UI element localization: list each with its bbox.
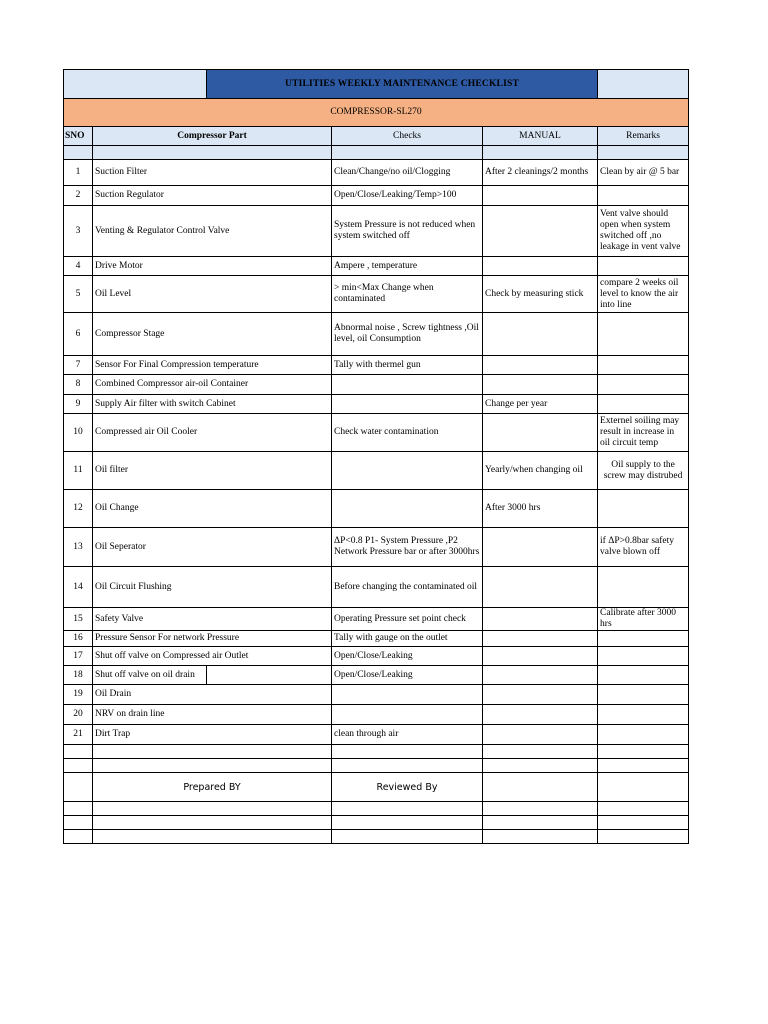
manual-cell: After 3000 hrs	[483, 490, 598, 528]
sno-cell: 15	[64, 608, 93, 631]
remarks-cell	[598, 666, 689, 685]
checks-cell: System Pressure is not reduced when system switched off	[332, 206, 483, 257]
part-cell: Venting & Regulator Control Valve	[93, 206, 332, 257]
sno-cell: 8	[64, 375, 93, 395]
table-row	[64, 647, 689, 666]
part-cell: Drive Motor	[93, 257, 332, 276]
part-cell: Dirt Trap	[93, 725, 332, 745]
remarks-cell	[598, 647, 689, 666]
sno-cell: 5	[64, 276, 93, 313]
sno-cell: 14	[64, 567, 93, 608]
part-cell: Oil Level	[93, 276, 332, 313]
manual-cell: Check by measuring stick	[483, 276, 598, 313]
empty-cell	[598, 745, 689, 759]
empty-cell	[332, 759, 483, 773]
reviewed-by-label: Reviewed By	[332, 773, 483, 802]
part-cell: Shut off valve on Compressed air Outlet	[93, 647, 332, 666]
table-row	[64, 414, 689, 452]
empty-row	[64, 816, 689, 830]
table-row	[64, 160, 689, 186]
manual-cell	[483, 186, 598, 206]
checks-cell: Ampere , temperature	[332, 257, 483, 276]
empty-cell	[483, 802, 598, 816]
empty-cell	[483, 773, 598, 802]
sno-cell: 13	[64, 528, 93, 567]
checks-cell: ΔP<0.8 P1- System Pressure ,P2 Network Pressure bar or after 3000hrs	[332, 528, 483, 567]
checks-cell	[332, 705, 483, 725]
remarks-cell	[598, 356, 689, 375]
title-row	[64, 70, 689, 99]
prepared-by-label: Prepared BY	[93, 773, 332, 802]
manual-cell	[483, 725, 598, 745]
manual-cell	[483, 375, 598, 395]
remarks-cell	[598, 395, 689, 414]
part-cell: NRV on drain line	[93, 705, 332, 725]
remarks-cell	[598, 705, 689, 725]
spacer-cell	[483, 146, 598, 160]
empty-cell	[93, 802, 332, 816]
empty-cell	[332, 816, 483, 830]
header-row	[64, 127, 689, 146]
sno-cell: 9	[64, 395, 93, 414]
table-row	[64, 666, 689, 685]
sno-cell: 4	[64, 257, 93, 276]
table-row	[64, 395, 689, 414]
part-extra-cell	[207, 666, 332, 685]
remarks-cell: compare 2 weeks oil level to know the air into line	[598, 276, 689, 313]
empty-row	[64, 745, 689, 759]
empty-cell	[93, 830, 332, 844]
manual-cell	[483, 356, 598, 375]
manual-cell	[483, 313, 598, 356]
remarks-cell: Oil supply to the screw may distrubed	[598, 452, 689, 490]
table-row	[64, 452, 689, 490]
checks-cell: Tally with gauge on the outlet	[332, 631, 483, 647]
empty-cell	[332, 745, 483, 759]
checks-cell: Open/Close/Leaking/Temp>100	[332, 186, 483, 206]
remarks-cell	[598, 375, 689, 395]
table-row	[64, 608, 689, 631]
remarks-cell: Calibrate after 3000 hrs	[598, 608, 689, 631]
sno-cell: 7	[64, 356, 93, 375]
part-cell: Suction Filter	[93, 160, 332, 186]
subtitle-row	[64, 99, 689, 127]
checks-cell: Check water contamination	[332, 414, 483, 452]
header-checks: Checks	[332, 127, 483, 146]
sno-cell: 12	[64, 490, 93, 528]
manual-cell	[483, 206, 598, 257]
header-part: Compressor Part	[93, 127, 332, 146]
remarks-cell	[598, 725, 689, 745]
checks-cell: Abnormal noise , Screw tightness ,Oil level, oil Consumption	[332, 313, 483, 356]
checks-cell: Open/Close/Leaking	[332, 647, 483, 666]
part-cell: Pressure Sensor For network Pressure	[93, 631, 332, 647]
manual-cell	[483, 608, 598, 631]
sno-cell: 2	[64, 186, 93, 206]
empty-cell	[598, 802, 689, 816]
checks-cell: Open/Close/Leaking	[332, 666, 483, 685]
empty-cell	[64, 759, 93, 773]
empty-cell	[332, 802, 483, 816]
maintenance-checklist-table	[63, 69, 689, 844]
remarks-cell	[598, 186, 689, 206]
manual-cell	[483, 666, 598, 685]
sno-cell: 1	[64, 160, 93, 186]
manual-cell	[483, 567, 598, 608]
sno-cell: 19	[64, 685, 93, 705]
table-row	[64, 313, 689, 356]
empty-cell	[93, 759, 332, 773]
checks-cell	[332, 490, 483, 528]
checklist-title: UTILITIES WEEKLY MAINTENANCE CHECKLIST	[207, 70, 598, 99]
table-row	[64, 685, 689, 705]
checks-cell	[332, 375, 483, 395]
spacer-cell	[93, 146, 332, 160]
manual-cell	[483, 528, 598, 567]
remarks-cell	[598, 567, 689, 608]
empty-cell	[483, 816, 598, 830]
spacer-cell	[332, 146, 483, 160]
sno-cell: 21	[64, 725, 93, 745]
sno-cell: 18	[64, 666, 93, 685]
empty-row	[64, 759, 689, 773]
remarks-cell	[598, 685, 689, 705]
part-cell: Combined Compressor air-oil Container	[93, 375, 332, 395]
empty-row	[64, 830, 689, 844]
sno-cell: 20	[64, 705, 93, 725]
spacer-cell	[598, 146, 689, 160]
sno-cell: 17	[64, 647, 93, 666]
manual-cell: Yearly/when changing oil	[483, 452, 598, 490]
checks-cell	[332, 452, 483, 490]
remarks-cell	[598, 490, 689, 528]
empty-cell	[64, 773, 93, 802]
part-cell: Shut off valve on oil drain	[93, 666, 207, 685]
part-cell: Oil filter	[93, 452, 332, 490]
checks-cell: Operating Pressure set point check	[332, 608, 483, 631]
empty-cell	[93, 745, 332, 759]
empty-cell	[93, 816, 332, 830]
title-right-blank	[598, 70, 689, 99]
remarks-cell: Externel soiling may result in increase in oil circuit temp	[598, 414, 689, 452]
remarks-cell	[598, 257, 689, 276]
table-row	[64, 356, 689, 375]
spacer-cell	[64, 146, 93, 160]
spacer-row	[64, 146, 689, 160]
empty-cell	[598, 773, 689, 802]
table-row	[64, 276, 689, 313]
sno-cell: 3	[64, 206, 93, 257]
table-row	[64, 705, 689, 725]
empty-cell	[598, 816, 689, 830]
checks-cell	[332, 395, 483, 414]
empty-cell	[598, 830, 689, 844]
empty-cell	[64, 802, 93, 816]
part-cell: Sensor For Final Compression temperature	[93, 356, 332, 375]
manual-cell	[483, 257, 598, 276]
header-manual: MANUAL	[483, 127, 598, 146]
remarks-cell	[598, 631, 689, 647]
checks-cell: Clean/Change/no oil/Clogging	[332, 160, 483, 186]
checks-cell: Tally with thermel gun	[332, 356, 483, 375]
table-row	[64, 490, 689, 528]
sno-cell: 6	[64, 313, 93, 356]
remarks-cell: Clean by air @ 5 bar	[598, 160, 689, 186]
signature-row	[64, 773, 689, 802]
header-remarks: Remarks	[598, 127, 689, 146]
manual-cell	[483, 685, 598, 705]
empty-row	[64, 802, 689, 816]
part-cell: Safety Valve	[93, 608, 332, 631]
table-row	[64, 631, 689, 647]
manual-cell	[483, 647, 598, 666]
sno-cell: 10	[64, 414, 93, 452]
empty-cell	[64, 830, 93, 844]
empty-cell	[64, 745, 93, 759]
table-row	[64, 186, 689, 206]
manual-cell: Change per year	[483, 395, 598, 414]
part-cell: Oil Circuit Flushing	[93, 567, 332, 608]
part-cell: Oil Seperator	[93, 528, 332, 567]
checks-cell	[332, 685, 483, 705]
sno-cell: 16	[64, 631, 93, 647]
sno-cell: 11	[64, 452, 93, 490]
table-row	[64, 375, 689, 395]
equipment-subtitle: COMPRESSOR-SL270	[64, 99, 689, 127]
part-cell: Supply Air filter with switch Cabinet	[93, 395, 332, 414]
part-cell: Compressed air Oil Cooler	[93, 414, 332, 452]
empty-cell	[483, 759, 598, 773]
part-cell: Suction Regulator	[93, 186, 332, 206]
empty-cell	[483, 830, 598, 844]
manual-cell	[483, 414, 598, 452]
manual-cell: After 2 cleanings/2 months	[483, 160, 598, 186]
table-row	[64, 725, 689, 745]
empty-cell	[483, 745, 598, 759]
remarks-cell: if ΔP>0.8bar safety valve blown off	[598, 528, 689, 567]
manual-cell	[483, 705, 598, 725]
title-left-blank	[64, 70, 207, 99]
empty-cell	[64, 816, 93, 830]
table-row	[64, 257, 689, 276]
table-row	[64, 206, 689, 257]
table-row	[64, 528, 689, 567]
part-cell: Oil Drain	[93, 685, 332, 705]
table-row	[64, 567, 689, 608]
manual-cell	[483, 631, 598, 647]
header-sno: SNO	[64, 127, 93, 146]
remarks-cell	[598, 313, 689, 356]
checks-cell: clean through air	[332, 725, 483, 745]
part-cell: Compressor Stage	[93, 313, 332, 356]
empty-cell	[598, 759, 689, 773]
remarks-cell: Vent valve should open when system switched off ,no leakage in vent valve	[598, 206, 689, 257]
checks-cell: > min<Max Change when contaminated	[332, 276, 483, 313]
part-cell: Oil Change	[93, 490, 332, 528]
checks-cell: Before changing the contaminated oil	[332, 567, 483, 608]
empty-cell	[332, 830, 483, 844]
